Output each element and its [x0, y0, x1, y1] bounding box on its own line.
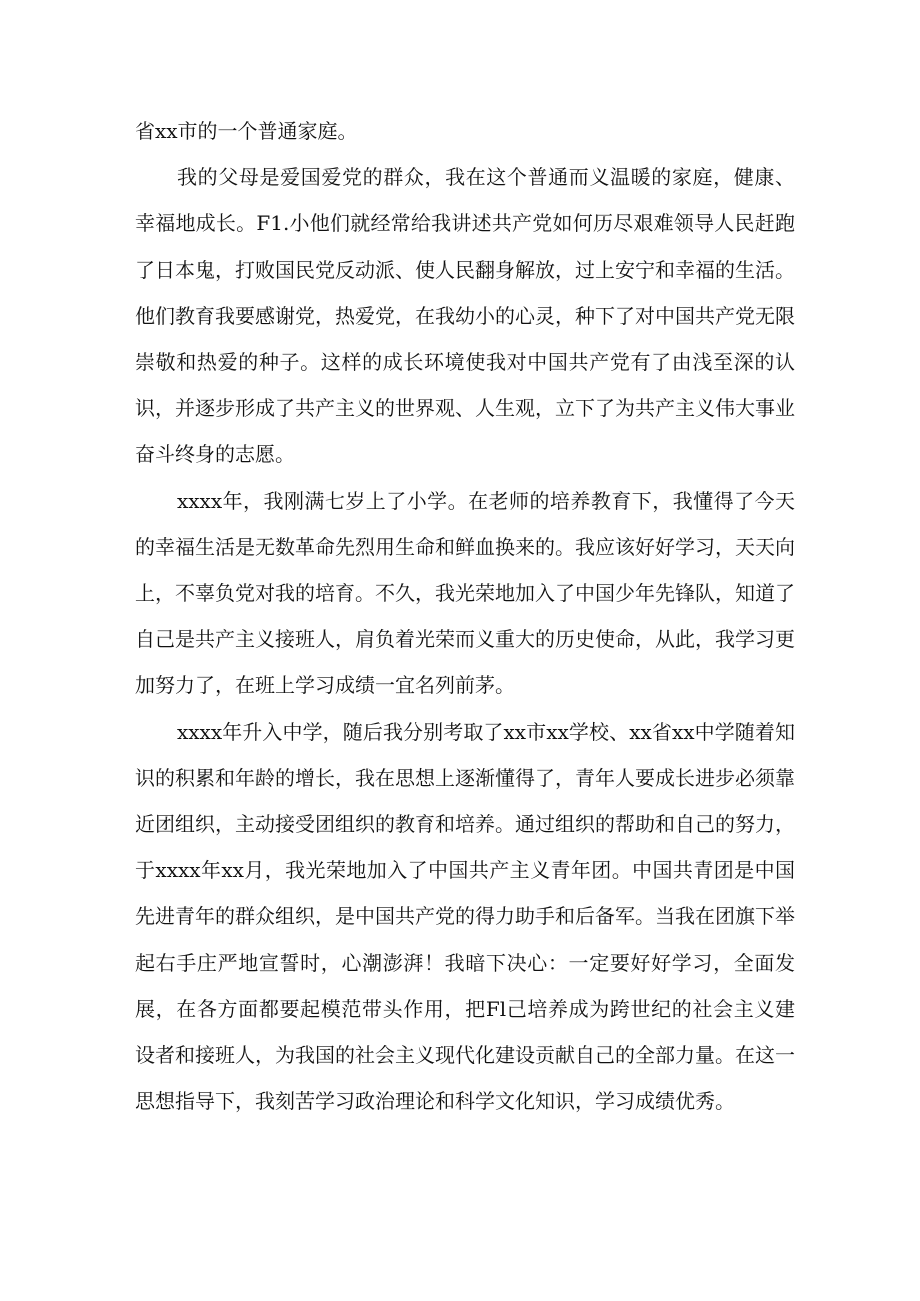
paragraph-4: xxxx年升入中学，随后我分别考取了xx市xx学校、xx省xx中学随着知识的积累和年龄的增长，我在思想上逐渐懂得了，青年人要成长进步必须靠近团组织，主动接受团组织的教育和培养。通过组织的帮助和自己的努力，于xxxx年xx月，我光荣地加入了中国共产主义青年团。中国共青团是中国先进青年的群众组织，是中国共产党的得力助手和后备军。当我在团旗下举起右手庄严地宣誓时，心潮澎湃！我暗下决心：一定要好好学习，全面发展，在各方面都要起模范带头作用，把Fl己培养成为跨世纪的社会主义建设者和接班人，为我国的社会主义现代化建设贡献自己的全部力量。在这一思想指导下，我刻苦学习政治理论和科学文化知识，学习成绩优秀。	[135, 719, 795, 1114]
paragraph-2: 我的父母是爱国爱党的群众，我在这个普通而义温暖的家庭，健康、幸福地成长。F1.小他们就经常给我讲述共产党如何历尽艰难领导人民赶跑了日本鬼，打败国民党反动派、使人民翻身解放，过上安宁和幸福的生活。他们教育我要感谢党，热爱党，在我幼小的心灵，种下了对中国共产党无限崇敬和热爱的种子。这样的成长环境使我对中国共产党有了由浅至深的认识，并逐步形成了共产主义的世界观、人生观，立下了为共产主义伟大事业奋斗终身的志愿。	[135, 165, 795, 467]
paragraph-3: xxxx年，我刚满七岁上了小学。在老师的培养教育下，我懂得了今天的幸福生活是无数革命先烈用生命和鲜血换来的。我应该好好学习，天天向上，不辜负党对我的培育。不久，我光荣地加入了中国少年先锋队，知道了自己是共产主义接班人，肩负着光荣而义重大的历史使命，从此，我学习更加努力了，在班上学习成绩一宜名列前茅。	[135, 488, 795, 698]
document-body	[135, 108, 795, 1124]
paragraph-1: 省xx市的一个普通家庭。	[135, 119, 358, 143]
